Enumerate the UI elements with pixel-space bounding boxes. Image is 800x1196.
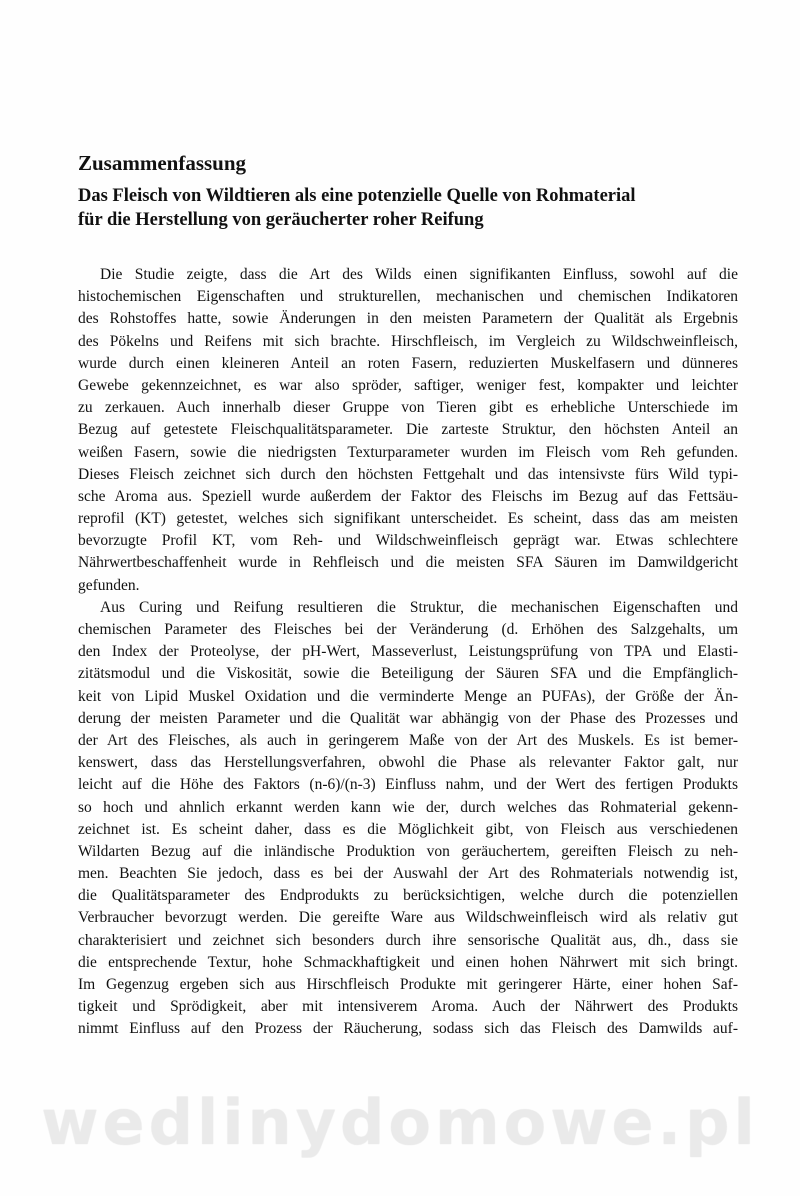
text-line: keit von Lipid Muskel Oxidation und die verminderte Menge an PUFAs), der Größe der Än- [78, 687, 738, 705]
text-line: der Art des Fleisches, als auch in geringerem Maße von der Art des Muskels. Es ist bemer- [78, 731, 738, 749]
text-line: reprofil (KT) getestet, welches sich signifikant unterscheidet. Es scheint, dass das am meisten [78, 510, 738, 528]
text-line: leicht auf die Höhe des Faktors (n-6)/(n-3) Einfluss nahm, und der Wert des fertigen Produkts [78, 776, 738, 794]
text-line: sche Aroma aus. Speziell wurde außerdem der Faktor des Fleischs im Bezug auf das Fettsäu- [78, 487, 738, 505]
text-line: Verbraucher bevorzugt werden. Die gereifte Ware aus Wildschweinfleisch wird als relativ gut [78, 909, 738, 927]
text-line: bevorzugte Profil KT, vom Reh- und Wildschweinfleisch geprägt war. Etwas schlechtere [78, 532, 738, 550]
text-line: Aus Curing und Reifung resultieren die Struktur, die mechanischen Eigenschaften und [100, 598, 738, 616]
text-line: die Qualitätsparameter des Endprodukts zu berücksichtigen, welche durch die potenziellen [78, 887, 738, 905]
text-line: chemischen Parameter des Fleisches bei der Veränderung (d. Erhöhen des Salzgehalts, um [78, 621, 738, 638]
paragraph-2 [78, 597, 738, 1041]
text-line: des Pökelns und Reifens mit sich brachte. Hirschfleisch, im Vergleich zu Wildschweinfleisch, [78, 332, 738, 350]
text-line: des Rohstoffes hatte, sowie Änderungen in den meisten Parametern der Qualität als Ergebnis [78, 310, 738, 328]
watermark: wedlinydomowe.pl [41, 1086, 759, 1159]
text-line: zeichnet ist. Es scheint daher, dass es die Möglichkeit gibt, von Fleisch aus verschiedenen [78, 820, 738, 838]
text-line: Im Gegenzug ergeben sich aus Hirschfleisch Produkte mit geringerer Härte, einer hohen Saf- [78, 976, 738, 993]
subtitle-line: für die Herstellung von geräucherter roher Reifung [78, 210, 484, 230]
text-line: tigkeit und Sprödigkeit, aber mit intensiverem Aroma. Auch der Nährwert des Produkts [78, 998, 738, 1016]
text-line: Gewebe gekennzeichnet, es war also spröder, saftiger, weniger fest, kompakter und leichter [78, 376, 738, 394]
text-line: gefunden. [78, 576, 140, 594]
paragraph-1 [78, 264, 738, 597]
text-line: Nährwertbeschaffenheit wurde in Rehfleisch und die meisten SFA Säuren im Damwildgericht [78, 554, 738, 572]
text-line: Wildarten Bezug auf die inländische Produktion von geräuchertem, gereiften Fleisch zu neh- [78, 842, 738, 860]
text-line: zu zerkauen. Auch innerhalb dieser Gruppe von Tieren gibt es erhebliche Unterschiede im [78, 399, 738, 417]
text-line: men. Beachten Sie jedoch, dass es bei der Auswahl der Art des Rohmaterials notwendig ist, [78, 865, 738, 883]
document-subtitle [78, 184, 758, 232]
text-line: charakterisiert und zeichnet sich besonders durch ihre sensorische Qualität aus, dh., dass sie [78, 931, 738, 949]
text-line: den Index der Proteolyse, der pH-Wert, Masseverlust, Leistungsprüfung von TPA und Elasti- [78, 643, 738, 661]
text-line: weißen Fasern, sowie die niedrigsten Texturparameter wurden im Fleisch vom Reh gefunden. [78, 443, 738, 461]
text-line: Dieses Fleisch zeichnet sich durch den höchsten Fettgehalt und das intensivste fürs Wild typi- [78, 465, 738, 483]
text-line: wurde durch einen kleineren Anteil an roten Fasern, reduzierten Muskelfasern und dünneres [78, 354, 738, 372]
text-line: derung der meisten Parameter und die Qualität war abhängig von der Phase des Prozesses und [78, 709, 738, 727]
text-line: so hoch und ahnlich erkannt werden kann wie der, durch welches das Rohmaterial gekenn- [78, 798, 738, 816]
text-line: Bezug auf getestete Fleischqualitätsparameter. Die zarteste Struktur, den höchsten Anteil an [78, 421, 738, 439]
section-heading: Zusammenfassung [78, 151, 247, 175]
text-line: histochemischen Eigenschaften und strukturellen, mechanischen und chemischen Indikatoren [78, 288, 738, 306]
text-line: die entsprechende Textur, hohe Schmackhaftigkeit und einen hohen Nährwert mit sich bringt. [78, 953, 738, 971]
subtitle-line: Das Fleisch von Wildtieren als eine potenzielle Quelle von Rohmaterial [78, 186, 636, 206]
text-line: kenswert, dass das Herstellungsverfahren, obwohl die Phase als relevanter Faktor galt, nur [78, 754, 738, 772]
text-line: nimmt Einfluss auf den Prozess der Räucherung, sodass sich das Fleisch des Damwilds auf- [78, 1020, 738, 1038]
body-text [78, 264, 738, 1041]
text-line: zitätsmodul und die Viskosität, sowie die Beteiligung der Säuren SFA und die Empfänglich- [78, 665, 738, 683]
text-line: Die Studie zeigte, dass die Art des Wilds einen signifikanten Einfluss, sowohl auf die [100, 266, 738, 283]
